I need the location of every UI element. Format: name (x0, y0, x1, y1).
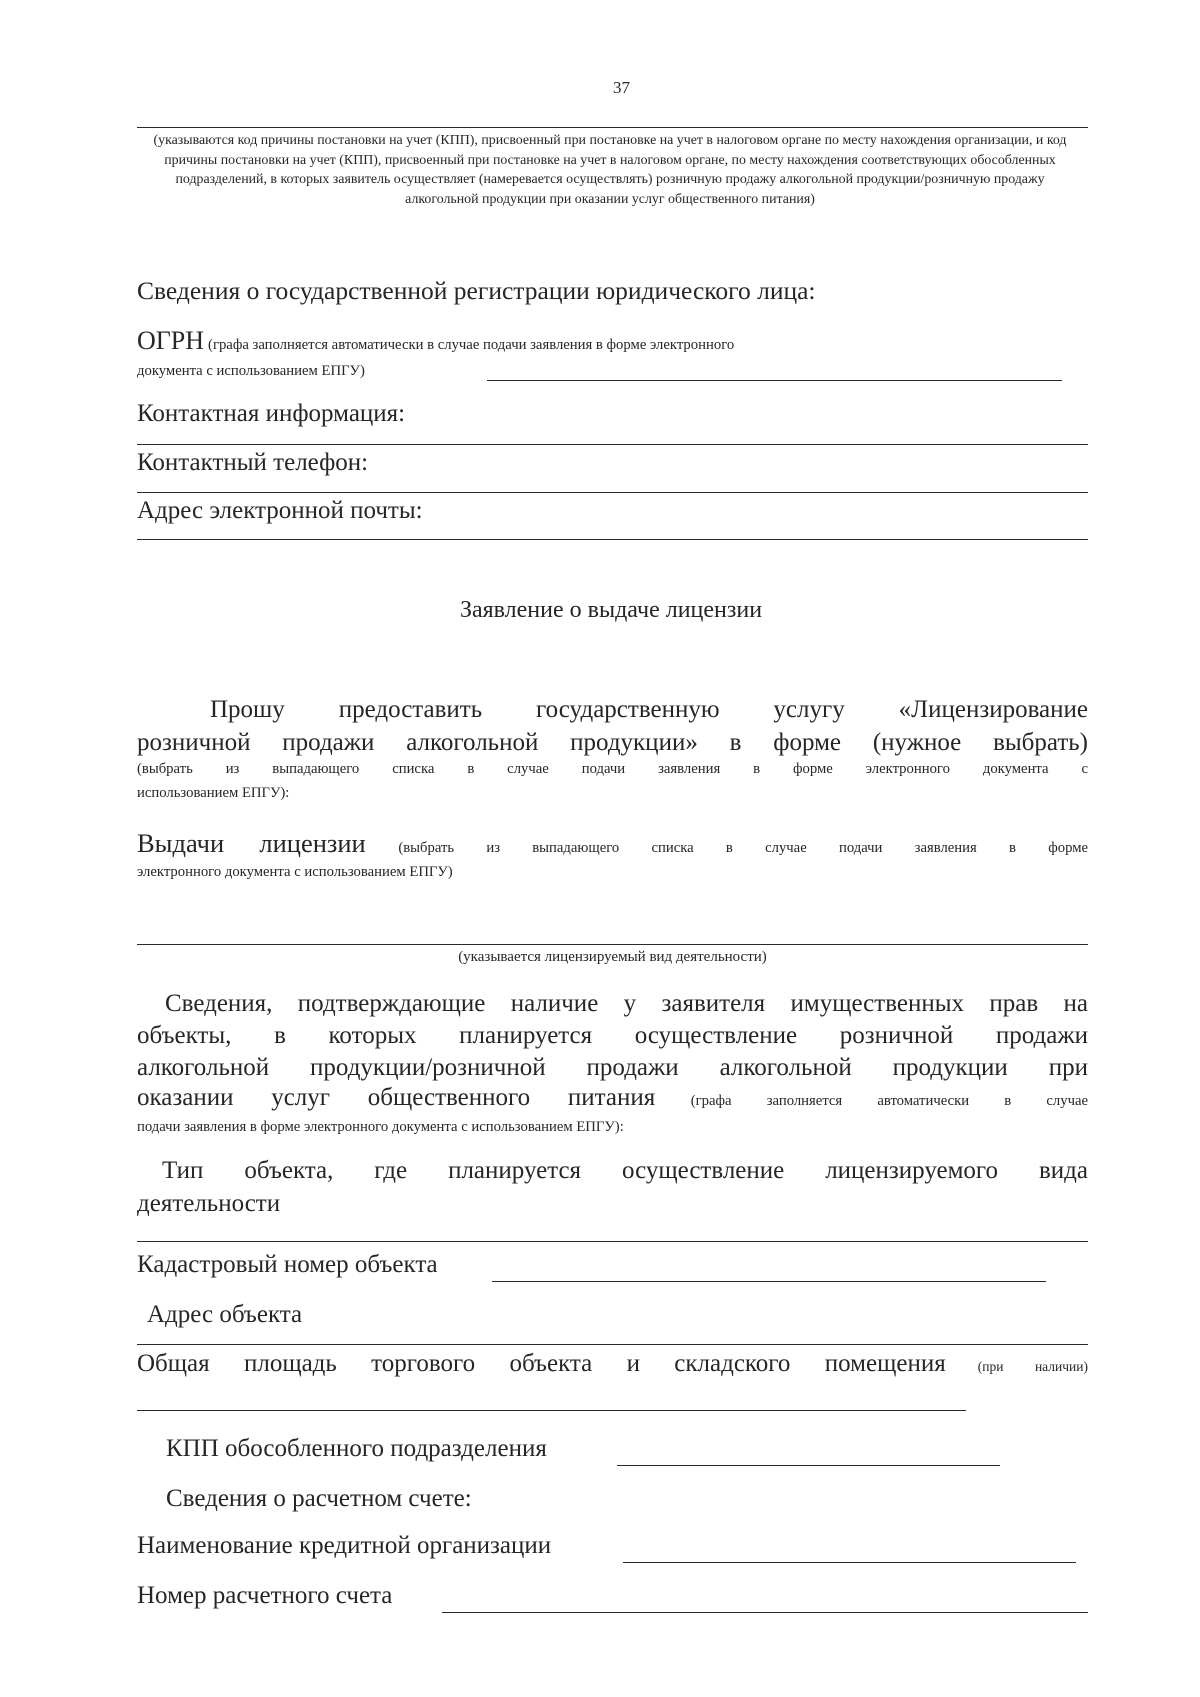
object-type-line1: Тип объекта, где планируется осуществление лицензируемого вида (162, 1157, 1088, 1184)
rights-line2: объекты, в которых планируется осуществление розничной продажи (137, 1022, 1088, 1049)
branch-kpp-field-line[interactable] (617, 1465, 1000, 1466)
issuance-label: Выдачи лицензии (137, 828, 366, 858)
ogrn-row (137, 326, 1088, 356)
ogrn-note-line1: (графа заполняется автоматически в случае подачи заявления в форме электронного (208, 337, 735, 353)
cadastral-label: Кадастровый номер объекта (137, 1251, 438, 1278)
ogrn-field-line[interactable] (487, 380, 1062, 381)
bank-name-label: Наименование кредитной организации (137, 1532, 552, 1559)
object-type-field-line[interactable] (137, 1241, 1088, 1242)
phone-field-line[interactable] (137, 492, 1088, 493)
rights-line4-note: (графа заполняется автоматически в случае (690, 1093, 1089, 1109)
request-line1: Прошу предоставить государственную услугу «Лицензирование (210, 696, 1088, 723)
request-note-line2: использованием ЕПГУ): (137, 785, 290, 801)
kpp-field-line[interactable] (137, 127, 1088, 128)
phone-label: Контактный телефон: (137, 449, 369, 476)
account-label: Номер расчетного счета (137, 1582, 393, 1609)
area-row (137, 1350, 1088, 1378)
bank-name-field-line[interactable] (623, 1562, 1076, 1563)
area-field-line[interactable] (137, 1410, 966, 1411)
issuance-note-line1: (выбрать из выпадающего списка в случае подачи заявления в форме (398, 840, 1089, 856)
issuance-row[interactable] (137, 828, 1088, 859)
object-address-field-line[interactable] (137, 1344, 1088, 1345)
request-line2: розничной продажи алкогольной продукции» в форме (нужное выбрать) (137, 729, 1088, 756)
rights-line1: Сведения, подтверждающие наличие у заявителя имущественных прав на (165, 990, 1088, 1017)
page-number: 37 (613, 78, 630, 97)
rights-note-line2: подачи заявления в форме электронного документа с использованием ЕПГУ): (137, 1119, 624, 1135)
request-note-line1: (выбрать из выпадающего списка в случае подачи заявления в форме электронного документа с (137, 761, 1088, 777)
rights-line4-main: оказании услуг общественного питания (137, 1084, 656, 1111)
activity-field-line[interactable] (137, 944, 1088, 945)
area-label: Общая площадь торгового объекта и складского помещения (137, 1350, 946, 1377)
email-label: Адрес электронной почты: (137, 497, 423, 524)
object-type-line2: деятельности (137, 1190, 281, 1217)
registration-heading: Сведения о государственной регистрации юридического лица: (137, 276, 816, 305)
bank-heading: Сведения о расчетном счете: (166, 1485, 472, 1512)
branch-kpp-label: КПП обособленного подразделения (166, 1435, 547, 1462)
account-field-line[interactable] (442, 1612, 1088, 1613)
issuance-note-line2: электронного документа с использованием ЕПГУ) (137, 864, 453, 880)
rights-line4 (137, 1084, 1088, 1112)
rights-line3: алкогольной продукции/розничной продажи алкогольной продукции при (137, 1054, 1088, 1081)
application-title: Заявление о выдаче лицензии (459, 597, 763, 623)
email-field-line[interactable] (137, 539, 1088, 540)
activity-note: (указывается лицензируемый вид деятельности) (458, 949, 767, 965)
ogrn-note-line2: документа с использованием ЕПГУ) (137, 363, 365, 379)
contact-heading: Контактная информация: (137, 400, 406, 427)
object-address-label: Адрес объекта (147, 1301, 303, 1328)
kpp-note: (указываются код причины постановки на учет (КПП), присвоенный при постановке на учет в налоговом органе по месту нахождения организации, и код причины постановки на учет (КПП), присвоенный при постановке на учет в налоговом органе, по месту нахождения соответствующих обособленных подразделений, в которых заявитель осуществляет (намеревается осуществлять) розничную продажу алкогольной продукции/розничную продажу алкогольной продукции при оказании услуг общественного питания) (153, 133, 1067, 207)
contact-field-line[interactable] (137, 444, 1088, 445)
ogrn-label: ОГРН (137, 326, 205, 355)
area-note: (при наличии) (977, 1359, 1088, 1374)
cadastral-field-line[interactable] (492, 1281, 1046, 1282)
